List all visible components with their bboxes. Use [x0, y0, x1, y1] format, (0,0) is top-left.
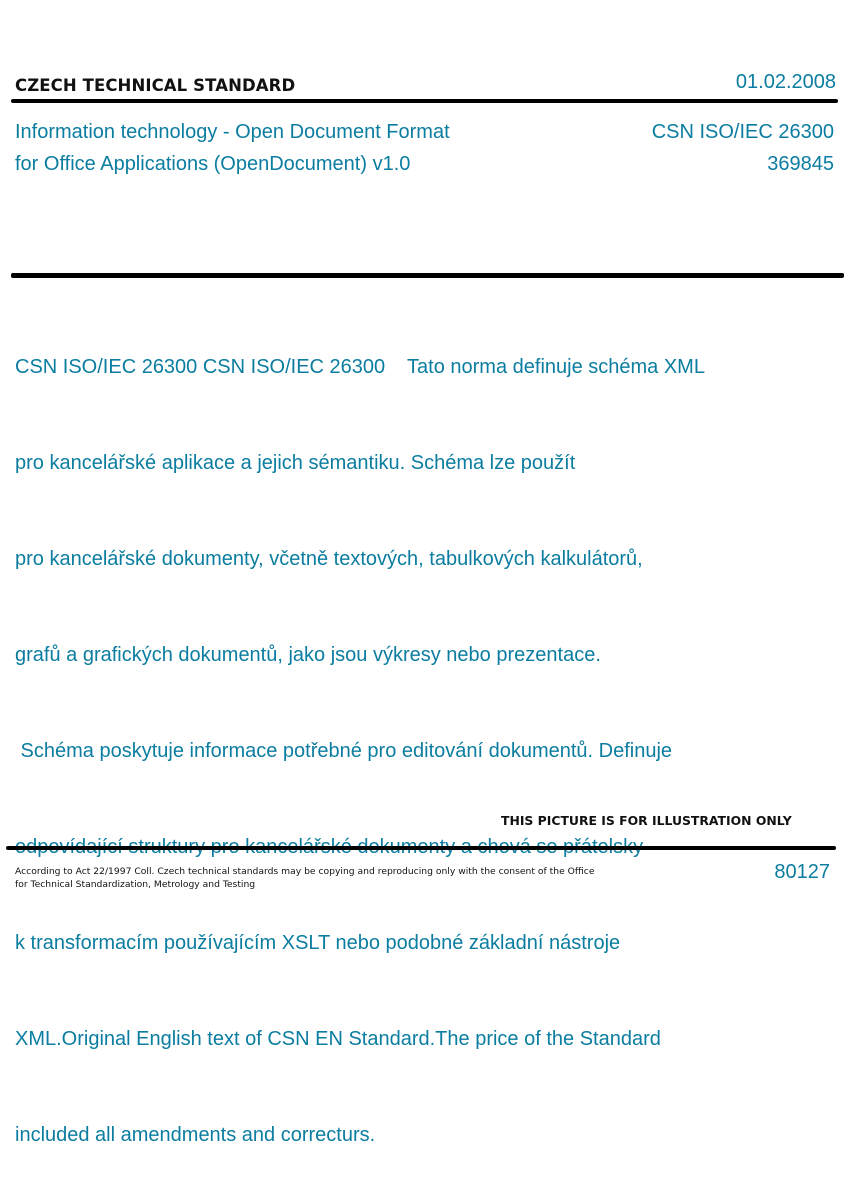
footer-code: 80127: [774, 861, 830, 883]
abstract-line: included all amendments and correcturs.: [15, 1124, 376, 1146]
abstract-line: Schéma poskytuje informace potřebné pro editování dokumentů. Definuje: [15, 740, 673, 762]
document-title: [15, 116, 450, 180]
standard-type-heading: CZECH TECHNICAL STANDARD: [15, 76, 296, 95]
abstract-line: CSN ISO/IEC 26300 CSN ISO/IEC 26300 Tato norma definuje schéma XML: [15, 356, 705, 378]
header-divider: [11, 99, 838, 103]
title-divider: [11, 273, 844, 278]
abstract-line: pro kancelářské dokumenty, včetně textových, tabulkových kalkulátorů,: [15, 548, 643, 570]
document-title-line: Information technology - Open Document Format: [15, 121, 450, 143]
abstract-line: k transformacím používajícím XSLT nebo podobné základní nástroje: [15, 932, 621, 954]
standard-number: CSN ISO/IEC 26300: [651, 121, 834, 143]
document-identifiers: [652, 116, 834, 180]
copyright-note: [15, 865, 594, 891]
catalog-number: 369845: [767, 153, 834, 175]
abstract-text: [15, 287, 705, 1183]
footer-divider: [6, 846, 836, 850]
abstract-line: pro kancelářské aplikace a jejich sémantiku. Schéma lze použít: [15, 452, 576, 474]
document-title-line: for Office Applications (OpenDocument) v1.0: [15, 153, 411, 175]
abstract-line: grafů a grafických dokumentů, jako jsou výkresy nebo prezentace.: [15, 644, 601, 666]
copyright-note-line: According to Act 22/1997 Coll. Czech technical standards may be copying and reproducing only with the consent of the Office: [15, 866, 595, 877]
publication-date: 01.02.2008: [735, 71, 836, 93]
copyright-note-line: for Technical Standardization, Metrology and Testing: [15, 879, 256, 890]
abstract-line: XML.Original English text of CSN EN Standard.The price of the Standard: [15, 1028, 661, 1050]
illustration-notice: THIS PICTURE IS FOR ILLUSTRATION ONLY: [501, 813, 792, 828]
